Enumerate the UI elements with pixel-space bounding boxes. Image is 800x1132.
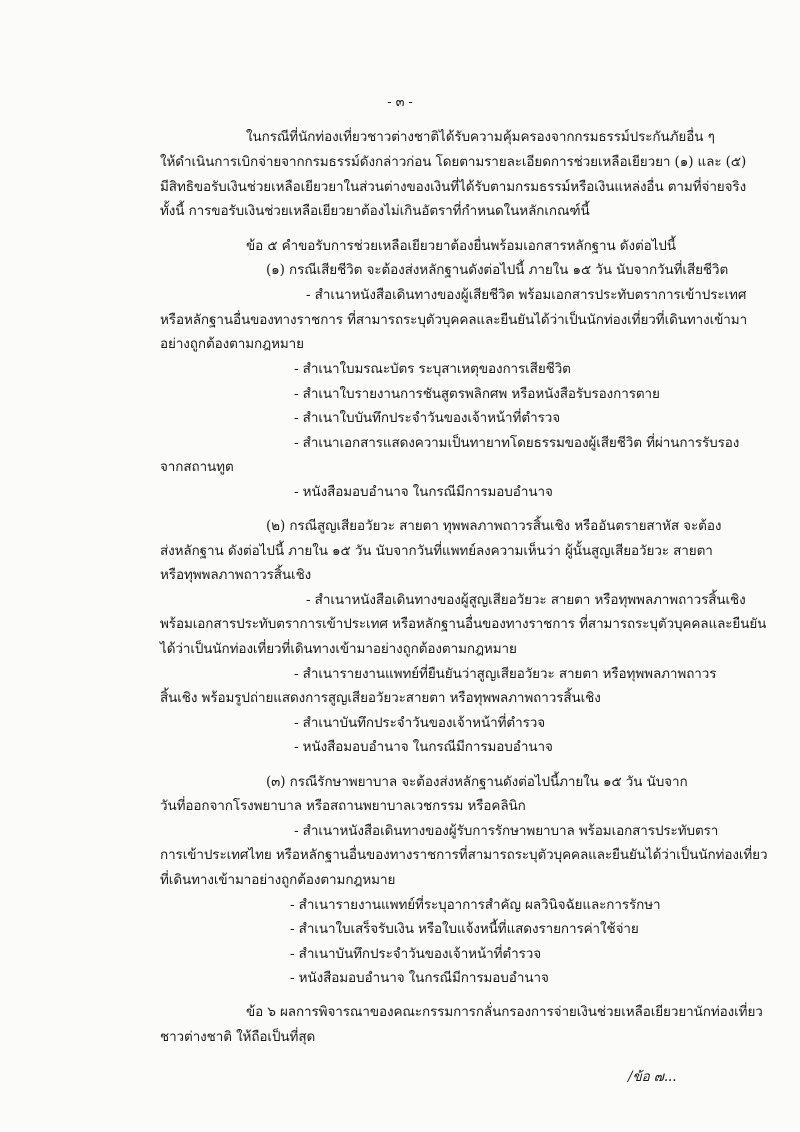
section-heading: ข้อ ๕ คำขอรับการช่วยเหลือเยียวยาต้องยื่นพร้อมเอกสารหลักฐาน ดังต่อไปนี้ (246, 238, 676, 254)
list-item: - สำเนาบันทึกประจำวันของเจ้าหน้าที่ตำรวจ (294, 715, 546, 731)
list-item-continuation: จากสถานทูต (160, 459, 234, 475)
paragraph-line: หรือทุพพลภาพถาวรสิ้นเชิง (160, 567, 312, 583)
list-item: - สำเนารายงานแพทย์ที่ระบุอาการสำคัญ ผลวินิจฉัยและการรักษา (290, 897, 661, 913)
list-item: - สำเนาหนังสือเดินทางของผู้สูญเสียอวัยวะ สายตา หรือทุพพลภาพถาวรสิ้นเชิง (306, 592, 746, 608)
subsection-heading: (๑) กรณีเสียชีวิต จะต้องส่งหลักฐานดังต่อไปนี้ ภายใน ๑๕ วัน นับจากวันที่เสียชีวิต (266, 262, 729, 278)
list-item: - สำเนาใบบันทึกประจำวันของเจ้าหน้าที่ตำรวจ (294, 410, 561, 426)
paragraph-line: ชาวต่างชาติ ให้ถือเป็นที่สุด (160, 1029, 316, 1045)
section-heading: ข้อ ๖ ผลการพิจารณาของคณะกรรมการกลั่นกรองการจ่ายเงินช่วยเหลือเยียวยานักท่องเที่ยว (246, 1004, 763, 1020)
list-item: - หนังสือมอบอำนาจ ในกรณีมีการมอบอำนาจ (294, 484, 553, 500)
paragraph-line: วันที่ออกจากโรงพยาบาล หรือสถานพยาบาลเวชกรรม หรือคลินิก (160, 798, 526, 814)
list-item: - หนังสือมอบอำนาจ ในกรณีมีการมอบอำนาจ (290, 970, 549, 986)
list-item: - สำเนาหนังสือเดินทางของผู้เสียชีวิต พร้อมเอกสารประทับตราการเข้าประเทศ (306, 287, 747, 303)
list-item-continuation: การเข้าประเทศไทย หรือหลักฐานอื่นของทางราชการที่สามารถระบุตัวบุคคลและยืนยันได้ว่าเป็นนักท่องเที่ยว (160, 847, 768, 863)
paragraph-line: ในกรณีที่นักท่องเที่ยวชาวต่างชาติได้รับความคุ้มครองจากกรมธรรม์ประกันภัยอื่น ๆ (246, 129, 715, 145)
paragraph-line: ทั้งนี้ การขอรับเงินช่วยเหลือเยียวยาต้องไม่เกินอัตราที่กำหนดในหลักเกณฑ์นี้ (160, 203, 590, 219)
list-item-continuation: ที่เดินทางเข้ามาอย่างถูกต้องตามกฎหมาย (160, 872, 396, 888)
list-item: - สำเนาหนังสือเดินทางของผู้รับการรักษาพยาบาล พร้อมเอกสารประทับตรา (294, 823, 719, 839)
list-item: - สำเนาใบเสร็จรับเงิน หรือใบแจ้งหนี้ที่แสดงรายการค่าใช้จ่าย (290, 921, 639, 937)
page-number: - ๓ - (387, 95, 413, 110)
list-item: - สำเนาเอกสารแสดงความเป็นทายาทโดยธรรมของผู้เสียชีวิต ที่ผ่านการรับรอง (294, 435, 740, 451)
subsection-heading: (๓) กรณีรักษาพยาบาล จะต้องส่งหลักฐานดังต่อไปนี้ภายใน ๑๕ วัน นับจาก (266, 774, 688, 790)
continuation-marker: /ข้อ ๗... (628, 1069, 677, 1085)
list-item: - สำเนาบันทึกประจำวันของเจ้าหน้าที่ตำรวจ (290, 946, 542, 962)
paragraph-line: ส่งหลักฐาน ดังต่อไปนี้ ภายใน ๑๕ วัน นับจากวันที่แพทย์ลงความเห็นว่า ผู้นั้นสูญเสียอวัยวะ สายตา (160, 543, 713, 559)
list-item: - สำเนาใบมรณะบัตร ระบุสาเหตุของการเสียชีวิต (294, 361, 571, 377)
list-item: - สำเนาใบรายงานการชันสูตรพลิกศพ หรือหนังสือรับรองการตาย (294, 386, 660, 402)
paragraph-line: มีสิทธิขอรับเงินช่วยเหลือเยียวยาในส่วนต่างของเงินที่ได้รับตามกรมธรรม์หรือเงินแหล่งอื่น ตามที่จ่ายจริง (160, 179, 747, 195)
list-item-continuation: ได้ว่าเป็นนักท่องเที่ยวที่เดินทางเข้ามาอย่างถูกต้องตามกฎหมาย (160, 641, 517, 657)
list-item: - หนังสือมอบอำนาจ ในกรณีมีการมอบอำนาจ (294, 739, 553, 755)
list-item-continuation: สิ้นเชิง พร้อมรูปถ่ายแสดงการสูญเสียอวัยวะสายตา หรือทุพพลภาพถาวรสิ้นเชิง (160, 690, 601, 706)
paragraph-line: ให้ดำเนินการเบิกจ่ายจากกรมธรรม์ดังกล่าวก่อน โดยตามรายละเอียดการช่วยเหลือเยียวยา (๑) และ (๕) (160, 154, 747, 170)
subsection-heading: (๒) กรณีสูญเสียอวัยวะ สายตา ทุพพลภาพถาวรสิ้นเชิง หรืออันตรายสาหัส จะต้อง (266, 518, 722, 534)
list-item: - สำเนารายงานแพทย์ที่ยืนยันว่าสูญเสียอวัยวะ สายตา หรือทุพพลภาพถาวร (294, 666, 717, 682)
list-item-continuation: อย่างถูกต้องตามกฎหมาย (160, 336, 304, 352)
list-item-continuation: พร้อมเอกสารประทับตราการเข้าประเทศ หรือหลักฐานอื่นของทางราชการ ที่สามารถระบุตัวบุคคลและยืนยัน (160, 616, 767, 632)
list-item-continuation: หรือหลักฐานอื่นของทางราชการ ที่สามารถระบุตัวบุคคลและยืนยันได้ว่าเป็นนักท่องเที่ยวที่เดินทางเข้ามา (160, 312, 748, 328)
